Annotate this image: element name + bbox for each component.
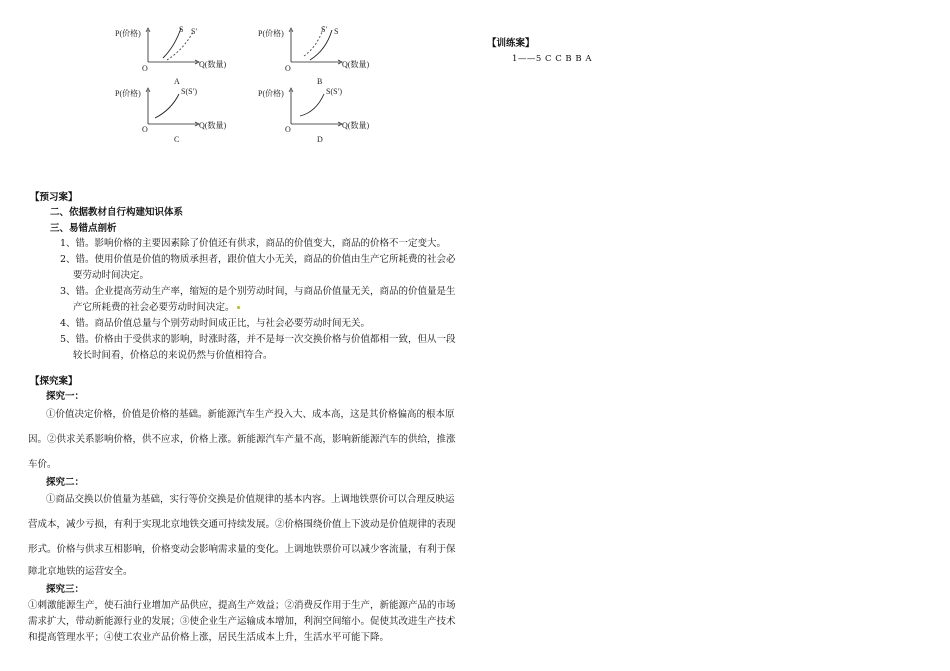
curve-label-2: S	[334, 27, 339, 36]
explore-two-title: 探究二：	[46, 477, 85, 488]
explore-one-line-3: 车价。	[28, 459, 57, 470]
y-axis-label: P(价格)	[115, 29, 141, 38]
explore-one-line-2: 因。②供求关系影响价格，供不应求，价格上涨。新能源汽车产量不高，影响新能源汽车的供给，推涨	[28, 434, 456, 445]
preview-item-2-cont	[73, 270, 149, 282]
preview-section-three: 三、易错点剖析	[50, 223, 117, 234]
preview-item-5: 5、错。价格由于受供求的影响，时涨时落，并不是每一次交换价格与价值都相一致，但从一段	[60, 334, 456, 345]
graph-d	[258, 82, 388, 152]
explore-two-line-1: ①商品交换以价值量为基础，实行等价交换是价值规律的基本内容。上调地铁票价可以合理反映运	[46, 494, 455, 505]
marker-dot	[237, 306, 240, 309]
preview-item-3: 3、错。企业提高劳动生产率，缩短的是个别劳动时间，与商品价值量无关，商品的价值量是生	[60, 286, 456, 297]
explore-three-line-1: ①刺激能源生产，使石油行业增加产品供应，提高生产效益；②消费反作用于生产，新能源产品的市场	[28, 600, 456, 611]
explore-two-line-3: 形式。价格与供求互相影响，价格变动会影响需求量的变化。上调地铁票价可以减少客流量，有利于保	[28, 544, 456, 555]
graph-c-svg	[115, 82, 245, 152]
preview-item-3-cont-text: 产它所耗费的社会必要劳动时间决定。	[73, 302, 235, 313]
explore-one-line-1: ①价值决定价格，价值是价格的基础。新能源汽车生产投入大、成本高，这是其价格偏高的根本原	[46, 409, 455, 420]
x-axis-label: Q(数量)	[342, 60, 370, 69]
explore-two-line-2: 营成本，减少亏损，有利于实现北京地铁交通可持续发展。②价格围绕价值上下波动是价值规律的表现	[28, 519, 456, 530]
origin-label: O	[285, 125, 291, 134]
preview-title: 【预习案】	[30, 192, 78, 203]
x-axis-label: Q(数量)	[342, 121, 370, 130]
supply-curve	[300, 94, 324, 116]
x-axis-label: Q(数量)	[199, 121, 227, 130]
origin-label: O	[142, 125, 148, 134]
graph-letter: D	[317, 135, 323, 144]
explore-three-line-3: 和提高管理水平；④使工农业产品价格上涨，居民生活成本上升，生活水平可能下降。	[28, 632, 390, 643]
supply-curve-s	[310, 30, 332, 60]
curve-label-1: S(S′)	[181, 87, 197, 96]
preview-item-2-cont-text: 要劳动时间决定。	[73, 270, 150, 281]
origin-label: O	[142, 64, 148, 73]
training-answers: 1——5 C C B B A	[512, 54, 592, 64]
graph-c	[115, 82, 245, 152]
curve-label-1: S	[179, 25, 184, 34]
graph-d-svg	[258, 82, 388, 152]
training-title: 【训练案】	[487, 38, 535, 49]
origin-label: O	[285, 64, 291, 73]
graph-letter: C	[174, 135, 180, 144]
explore-three-title: 探究三：	[46, 584, 85, 595]
explore-title: 【探究案】	[30, 376, 78, 387]
explore-two-line-4: 障北京地铁的运营安全。	[28, 566, 133, 577]
y-axis-label: P(价格)	[258, 89, 284, 98]
preview-section-two: 二、依据教材自行构建知识体系	[50, 207, 184, 218]
graph-letter: A	[174, 77, 180, 86]
preview-item-4: 4、错。商品价值总量与个别劳动时间成正比，与社会必要劳动时间无关。	[60, 318, 371, 329]
x-axis-label: Q(数量)	[199, 60, 227, 69]
graph-letter: B	[317, 77, 323, 86]
supply-curve	[155, 94, 179, 118]
explore-three-line-2: 需求扩大，带动新能源行业的发展；③使企业生产运输成本增加，利润空间缩小。促使其改进生产技术	[28, 616, 456, 627]
preview-item-3-cont	[73, 302, 240, 314]
y-axis-label: P(价格)	[115, 89, 141, 98]
preview-item-5-cont: 较长时间看，价格总的来说仍然与价值相符合。	[73, 350, 273, 361]
explore-one-title: 探究一：	[46, 391, 85, 402]
supply-curve-s-prime	[167, 32, 193, 60]
preview-item-2: 2、错。使用价值是价值的物质承担者，跟价值大小无关，商品的价值由生产它所耗费的社会必	[60, 254, 456, 265]
curve-label-1: S′	[321, 25, 328, 34]
curve-label-1: S(S′)	[326, 87, 342, 96]
preview-item-1: 1、错。影响价格的主要因素除了价值还有供求，商品的价值变大，商品的价格不一定变大。	[60, 238, 447, 249]
y-axis-label: P(价格)	[258, 29, 284, 38]
curve-label-2: S′	[191, 27, 198, 36]
